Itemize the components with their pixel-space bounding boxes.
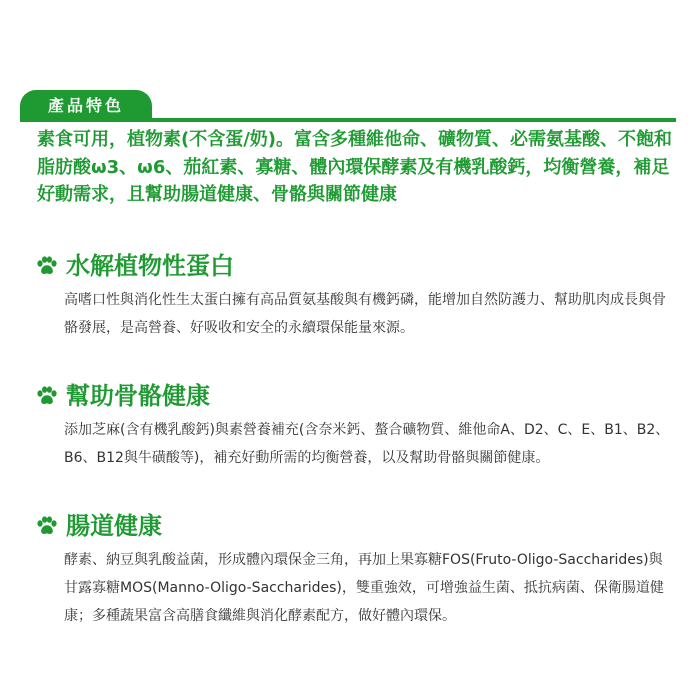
header-title: 產品特色 [20,90,152,122]
feature-section-bone [36,378,676,472]
intro-paragraph: 素食可用，植物素(不含蛋/奶)。富含多種維他命、礦物質、必需氨基酸、不飽和脂肪酸ω3、ω6、茄紅素、寡糖、體內環保酵素及有機乳酸鈣，均衡營養，補足好動需求，且幫助腸道健康、骨骼與關節健康 [37,129,673,205]
feature-description: 高嗜口性與消化性生太蛋白擁有高品質氨基酸與有機鈣磷，能增加自然防護力、幫助肌肉成長與骨骼發展，是高營養、好吸收和安全的永續環保能量來源。 [64,292,666,336]
feature-heading [36,378,676,414]
feature-section-protein [36,248,676,342]
feature-description: 酵素、納豆與乳酸益菌，形成體內環保金三角，再加上果寡糖FOS(Fruto-Oligo-Saccharides)與甘露寡糖MOS(Manno-Oligo-Saccharides)，雙重強效，可增強益生菌、抵抗病菌、保衛腸道健康；多種蔬果富含高膳食纖維與消化酵素配方，做好體內環保。 [64,552,664,624]
paw-icon [36,516,58,536]
feature-description: 添加芝麻(含有機乳酸鈣)與素營養補充(含奈米鈣、螯合礦物質、維他命A、D2、C、E、B1、B2、B6、B12與牛磺酸等)，補充好動所需的均衡營養，以及幫助骨骼與關節健康。 [64,422,670,466]
feature-title: 腸道健康 [66,512,162,540]
paw-icon [36,256,58,276]
feature-title: 水解植物性蛋白 [66,252,234,280]
section-header [20,90,676,122]
feature-heading [36,508,676,544]
feature-heading [36,248,676,284]
feature-section-gut [36,508,676,630]
header-divider [20,118,676,122]
feature-title: 幫助骨骼健康 [66,382,210,410]
paw-icon [36,386,58,406]
